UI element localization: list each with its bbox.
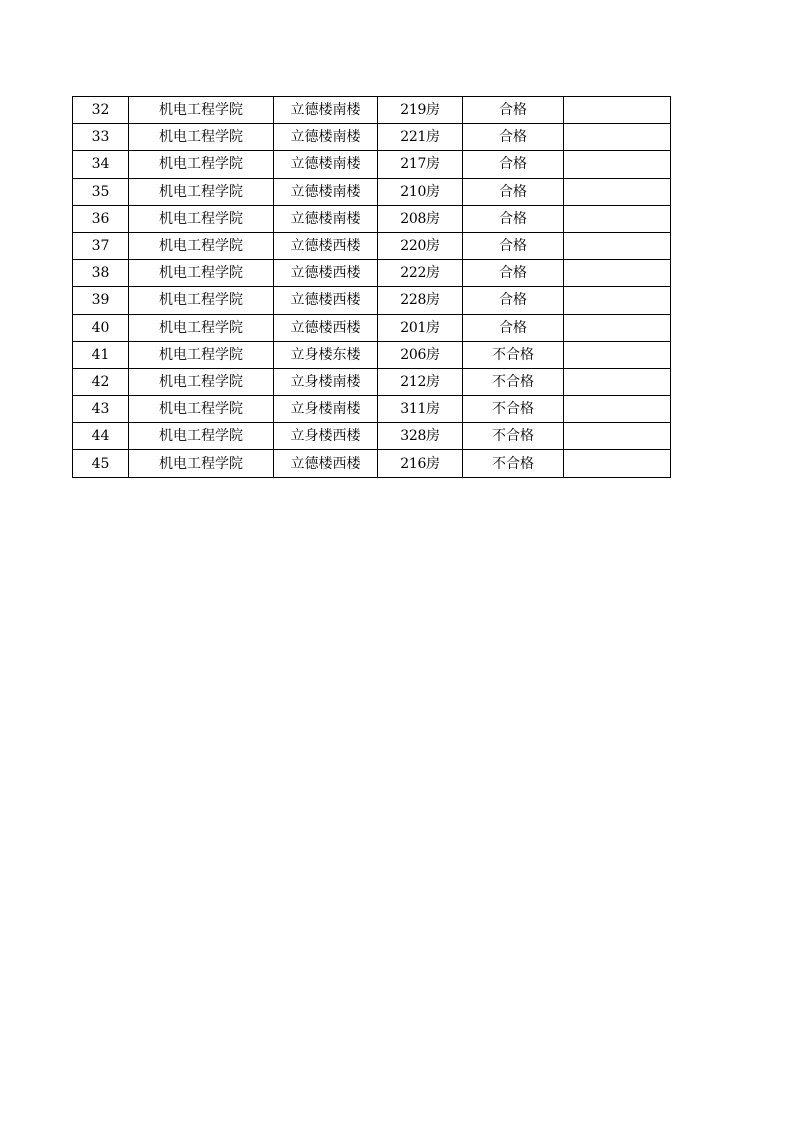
cell-note [564, 341, 671, 368]
cell-room: 206房 [378, 341, 463, 368]
cell-room: 216房 [378, 450, 463, 477]
cell-building: 立德楼南楼 [274, 205, 378, 232]
cell-number: 35 [73, 178, 129, 205]
cell-college: 机电工程学院 [129, 450, 274, 477]
cell-result: 不合格 [463, 368, 564, 395]
cell-note [564, 287, 671, 314]
inspection-table [72, 96, 671, 478]
cell-building: 立德楼西楼 [274, 287, 378, 314]
cell-room: 217房 [378, 151, 463, 178]
cell-building: 立德楼西楼 [274, 450, 378, 477]
cell-result: 合格 [463, 124, 564, 151]
cell-result: 不合格 [463, 341, 564, 368]
cell-result: 合格 [463, 151, 564, 178]
cell-building: 立德楼南楼 [274, 97, 378, 124]
cell-college: 机电工程学院 [129, 178, 274, 205]
cell-note [564, 423, 671, 450]
cell-college: 机电工程学院 [129, 368, 274, 395]
cell-college: 机电工程学院 [129, 205, 274, 232]
table-row [73, 423, 671, 450]
cell-building: 立德楼西楼 [274, 314, 378, 341]
cell-room: 210房 [378, 178, 463, 205]
cell-result: 合格 [463, 287, 564, 314]
cell-college: 机电工程学院 [129, 232, 274, 259]
cell-note [564, 368, 671, 395]
table-row [73, 396, 671, 423]
cell-college: 机电工程学院 [129, 396, 274, 423]
table-row [73, 314, 671, 341]
cell-room: 222房 [378, 260, 463, 287]
cell-college: 机电工程学院 [129, 260, 274, 287]
cell-building: 立德楼西楼 [274, 260, 378, 287]
cell-note [564, 178, 671, 205]
cell-building: 立德楼南楼 [274, 124, 378, 151]
cell-note [564, 205, 671, 232]
table-row [73, 124, 671, 151]
cell-number: 42 [73, 368, 129, 395]
cell-note [564, 97, 671, 124]
cell-note [564, 450, 671, 477]
cell-result: 不合格 [463, 423, 564, 450]
table-row [73, 341, 671, 368]
table-row [73, 151, 671, 178]
cell-number: 37 [73, 232, 129, 259]
cell-number: 44 [73, 423, 129, 450]
table-row [73, 178, 671, 205]
cell-number: 43 [73, 396, 129, 423]
cell-building: 立身楼西楼 [274, 423, 378, 450]
cell-number: 41 [73, 341, 129, 368]
cell-building: 立身楼东楼 [274, 341, 378, 368]
cell-room: 208房 [378, 205, 463, 232]
cell-college: 机电工程学院 [129, 423, 274, 450]
cell-note [564, 151, 671, 178]
cell-note [564, 124, 671, 151]
cell-note [564, 396, 671, 423]
cell-college: 机电工程学院 [129, 97, 274, 124]
cell-building: 立身楼南楼 [274, 396, 378, 423]
cell-building: 立德楼西楼 [274, 232, 378, 259]
cell-result: 合格 [463, 205, 564, 232]
cell-college: 机电工程学院 [129, 341, 274, 368]
cell-room: 212房 [378, 368, 463, 395]
cell-room: 328房 [378, 423, 463, 450]
cell-building: 立德楼南楼 [274, 178, 378, 205]
cell-room: 221房 [378, 124, 463, 151]
cell-number: 39 [73, 287, 129, 314]
cell-number: 36 [73, 205, 129, 232]
cell-room: 201房 [378, 314, 463, 341]
cell-building: 立身楼南楼 [274, 368, 378, 395]
table-row [73, 450, 671, 477]
cell-result: 不合格 [463, 396, 564, 423]
cell-number: 33 [73, 124, 129, 151]
cell-room: 220房 [378, 232, 463, 259]
table-row [73, 205, 671, 232]
cell-number: 40 [73, 314, 129, 341]
cell-note [564, 232, 671, 259]
cell-result: 合格 [463, 178, 564, 205]
cell-room: 219房 [378, 97, 463, 124]
cell-room: 311房 [378, 396, 463, 423]
cell-result: 不合格 [463, 450, 564, 477]
table-row [73, 287, 671, 314]
cell-number: 45 [73, 450, 129, 477]
cell-result: 合格 [463, 97, 564, 124]
table-row [73, 232, 671, 259]
cell-room: 228房 [378, 287, 463, 314]
table-row [73, 260, 671, 287]
cell-number: 34 [73, 151, 129, 178]
cell-result: 合格 [463, 232, 564, 259]
cell-result: 合格 [463, 260, 564, 287]
cell-number: 32 [73, 97, 129, 124]
cell-college: 机电工程学院 [129, 287, 274, 314]
table-row [73, 368, 671, 395]
table-row [73, 97, 671, 124]
cell-note [564, 260, 671, 287]
cell-building: 立德楼南楼 [274, 151, 378, 178]
cell-college: 机电工程学院 [129, 314, 274, 341]
cell-result: 合格 [463, 314, 564, 341]
cell-note [564, 314, 671, 341]
cell-college: 机电工程学院 [129, 124, 274, 151]
cell-number: 38 [73, 260, 129, 287]
table-body [73, 97, 671, 478]
cell-college: 机电工程学院 [129, 151, 274, 178]
